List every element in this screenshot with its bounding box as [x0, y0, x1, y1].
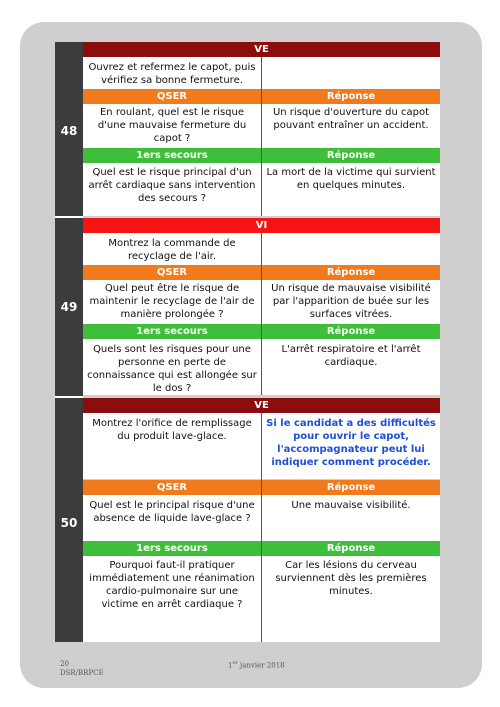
secours-answer: L'arrêt respiratoire et l'arrêt cardiaque.	[262, 339, 440, 395]
column-divider	[261, 413, 262, 642]
qser-label: QSER	[83, 265, 261, 280]
reponse-label: Réponse	[262, 265, 440, 280]
date-month-year: janvier 2018	[237, 661, 285, 670]
secours-reponse-label: Réponse	[262, 148, 440, 163]
date-ordinal: er	[232, 660, 238, 666]
qser-answer: Un risque d'ouverture du capot pouvant entraîner un accident.	[262, 104, 440, 148]
secours-question: Quel est le risque principal d'un arrêt cardiaque sans intervention des secours ?	[83, 163, 261, 216]
instruction-text: Ouvrez et refermez le capot, puis vérifiez sa bonne fermeture.	[83, 57, 261, 89]
question-49	[83, 218, 440, 396]
reponse-label: Réponse	[262, 89, 440, 104]
question-48	[83, 42, 440, 217]
secours-label: 1ers secours	[83, 541, 261, 556]
section-separator	[55, 396, 83, 398]
instruction-text: Montrez l'orifice de remplissage du produit lave-glace.	[83, 413, 261, 479]
side-column	[55, 42, 83, 642]
secours-reponse-label: Réponse	[262, 324, 440, 339]
header-ve: VE	[83, 398, 440, 413]
section-separator	[55, 216, 83, 218]
secours-question: Quels sont les risques pour une personne en perte de connaissance qui est allongée sur le dos ?	[83, 339, 261, 395]
qser-answer: Un risque de mauvaise visibilité par l'apparition de buée sur les surfaces vitrées.	[262, 280, 440, 324]
question-number-48: 48	[60, 124, 78, 138]
footer-date	[228, 660, 285, 669]
instruction-text: Montrez la commande de recyclage de l'air.	[83, 233, 261, 265]
question-number-50: 50	[60, 516, 78, 530]
qser-question: Quel peut être le risque de maintenir le recyclage de l'air de manière prolongée ?	[83, 280, 261, 324]
reponse-label: Réponse	[262, 480, 440, 495]
secours-reponse-label: Réponse	[262, 541, 440, 556]
qser-answer: Une mauvaise visibilité.	[262, 495, 440, 541]
qser-label: QSER	[83, 89, 261, 104]
instruction-empty	[262, 57, 440, 89]
secours-answer: Car les lésions du cerveau surviennent dès les premières minutes.	[262, 556, 440, 642]
instruction-empty	[262, 233, 440, 265]
header-ve: VE	[83, 42, 440, 57]
question-50	[83, 398, 440, 642]
date-day: 1	[228, 661, 233, 670]
footer-page-number: 20	[60, 660, 69, 668]
secours-question: Pourquoi faut-il pratiquer immédiatement une réanimation cardio-pulmonaire sur une victime en arrêt cardiaque ?	[83, 556, 261, 642]
qser-question: En roulant, quel est le risque d'une mauvaise fermeture du capot ?	[83, 104, 261, 148]
column-divider	[261, 57, 262, 216]
qser-label: QSER	[83, 480, 261, 495]
secours-label: 1ers secours	[83, 324, 261, 339]
secours-label: 1ers secours	[83, 148, 261, 163]
qser-question: Quel est le principal risque d'une absence de liquide lave-glace ?	[83, 495, 261, 541]
column-divider	[261, 233, 262, 395]
secours-answer: La mort de la victime qui survient en quelques minutes.	[262, 163, 440, 216]
header-vi: VI	[83, 218, 440, 233]
question-number-49: 49	[60, 300, 78, 314]
footer-organization: DSR/BRPCE	[60, 669, 104, 677]
candidate-note: Si le candidat a des difficultés pour ouvrir le capot, l'accompagnateur peut lui indiquer comment procéder.	[262, 413, 440, 479]
